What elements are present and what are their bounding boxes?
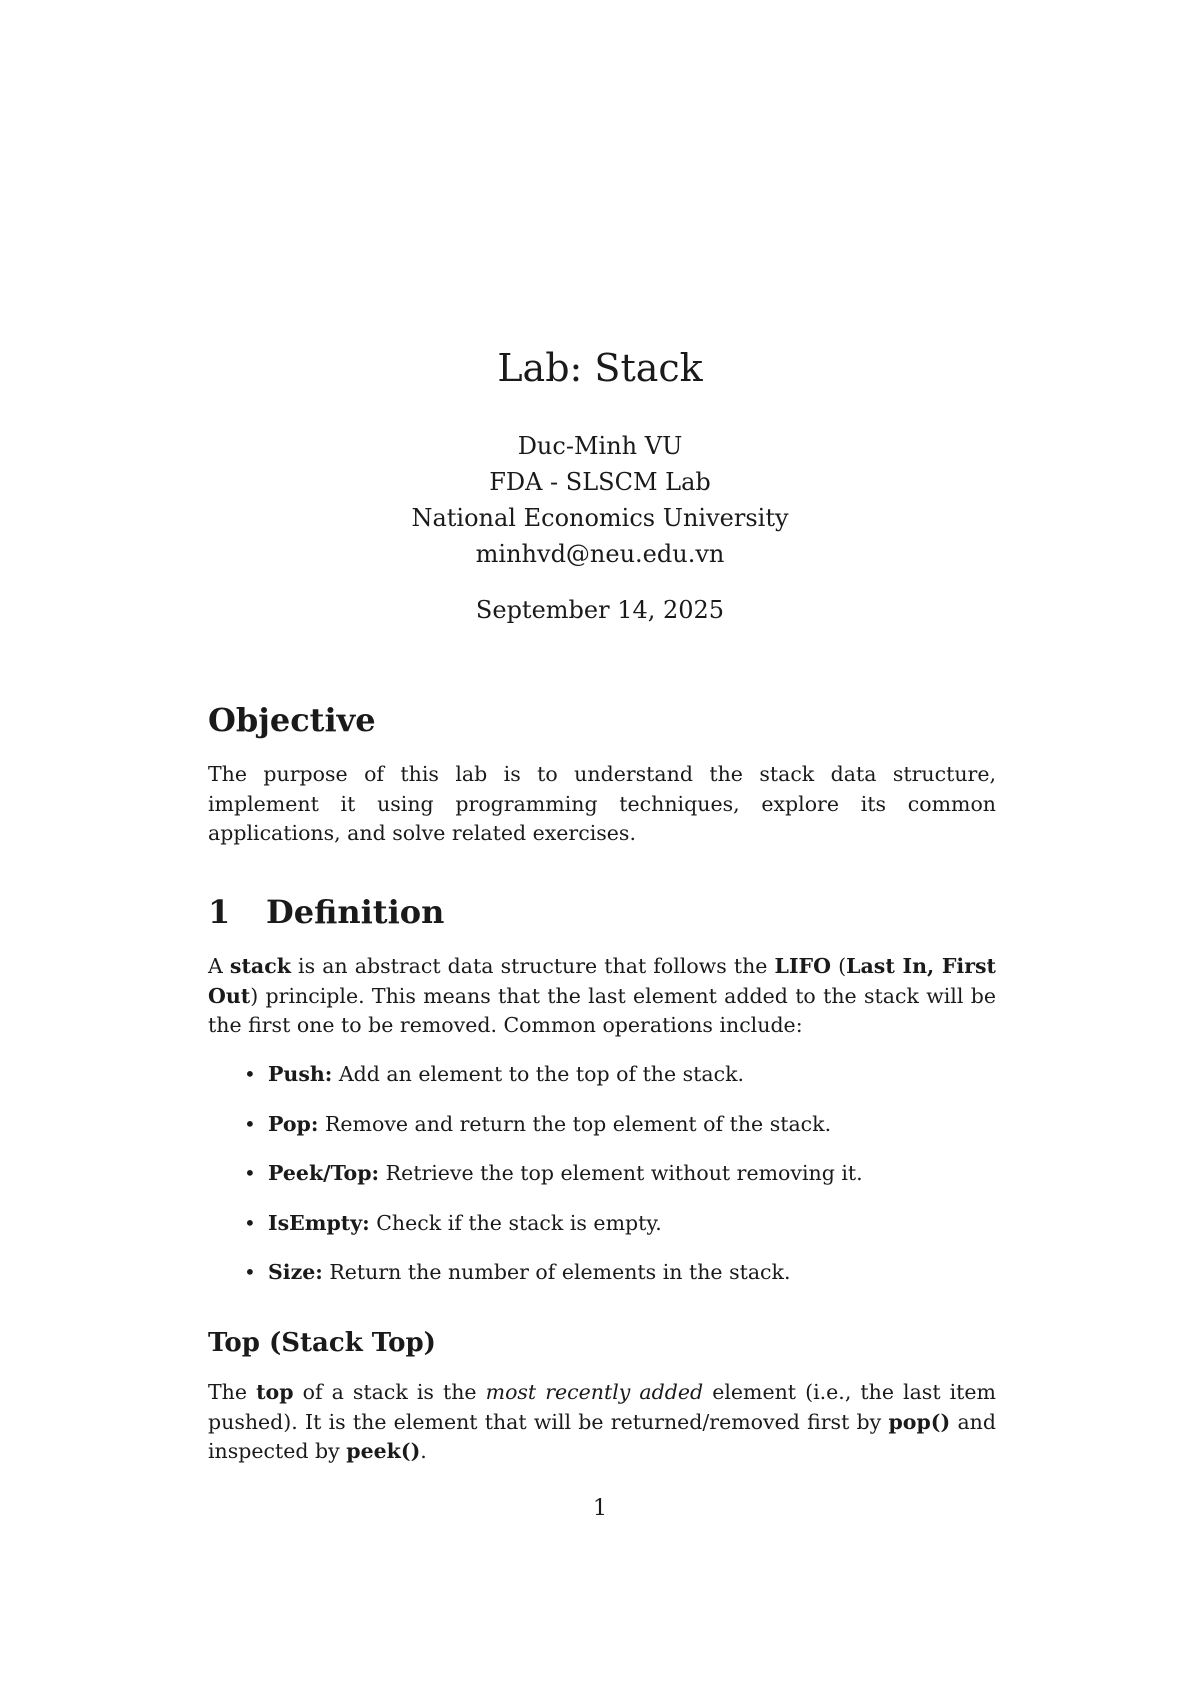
stack-term: stack [229, 954, 291, 978]
operations-list-wrapper [208, 1060, 996, 1308]
bullet-icon: • [244, 1161, 256, 1185]
text-run: . [420, 1439, 427, 1463]
operation-term: IsEmpty: [268, 1210, 370, 1235]
text-run: ( [830, 954, 847, 978]
bullet-icon: • [244, 1210, 256, 1235]
definition-section [208, 892, 996, 932]
operation-desc: Add an element to the top of the stack. [332, 1062, 745, 1086]
text-run: The [208, 1380, 257, 1404]
author-lab: FDA - SLSCM Lab [489, 468, 711, 496]
author-university: National Economics University [411, 504, 789, 532]
lifo-term: LIFO [774, 954, 831, 978]
definition-body [208, 952, 996, 1041]
text-run: and inspected by [208, 1409, 996, 1463]
objective-section [208, 700, 996, 740]
bullet-icon: • [244, 1260, 256, 1284]
objective-paragraph: The purpose of this lab is to understand the stack data structure, implement it using programming techniques, explore its common applications, and solve related exercises. [208, 762, 996, 845]
bullet-icon: • [244, 1062, 256, 1086]
text-run: is an abstract data structure that follows the [290, 954, 775, 978]
list-item [208, 1209, 996, 1259]
section-number: 1 [208, 893, 231, 931]
operation-desc: Check if the stack is empty. [369, 1210, 662, 1235]
definition-paragraph [208, 952, 996, 1041]
author-block [0, 428, 1200, 572]
page-number: 1 [593, 1496, 607, 1521]
lifo-expansion: Last In, First Out [208, 954, 997, 1008]
document-date: September 14, 2025 [475, 596, 725, 624]
operation-desc: Retrieve the top element without removing it. [379, 1161, 863, 1185]
objective-heading: Objective [208, 701, 376, 739]
top-paragraph [208, 1378, 996, 1467]
operation-term: Push: [268, 1062, 333, 1086]
document-title: Lab: Stack [497, 346, 703, 390]
text-run: A [208, 954, 230, 978]
pop-term: pop() [888, 1409, 951, 1434]
top-body [208, 1378, 996, 1467]
operation-desc: Remove and return the top element of the stack. [318, 1111, 832, 1136]
text-run: element (i.e., the last item pushed). It is the element that will be returned/removed first by [208, 1380, 996, 1434]
top-section [208, 1326, 996, 1360]
list-item [208, 1060, 996, 1110]
top-heading: Top (Stack Top) [208, 1328, 436, 1358]
definition-title: Definition [266, 893, 445, 931]
author-name: Duc-Minh VU [517, 432, 683, 460]
operation-term: Size: [268, 1260, 323, 1284]
operation-term: Pop: [268, 1111, 319, 1136]
list-item [208, 1110, 996, 1160]
definition-heading [208, 892, 996, 932]
operations-list [208, 1060, 996, 1308]
operation-term: Peek/Top: [268, 1161, 380, 1185]
text-run: of a stack is the [293, 1380, 486, 1404]
bullet-icon: • [244, 1111, 256, 1136]
author-email: minhvd@neu.edu.vn [475, 540, 725, 568]
peek-term: peek() [346, 1439, 421, 1463]
list-item [208, 1159, 996, 1209]
operation-desc: Return the number of elements in the stack. [322, 1260, 791, 1284]
list-item [208, 1258, 996, 1308]
emphasis: most recently added [485, 1380, 704, 1404]
objective-body [208, 760, 996, 849]
top-term: top [256, 1380, 294, 1404]
text-run: ) principle. This means that the last element added to the stack will be the first one to be removed. Common operations include: [208, 983, 996, 1037]
